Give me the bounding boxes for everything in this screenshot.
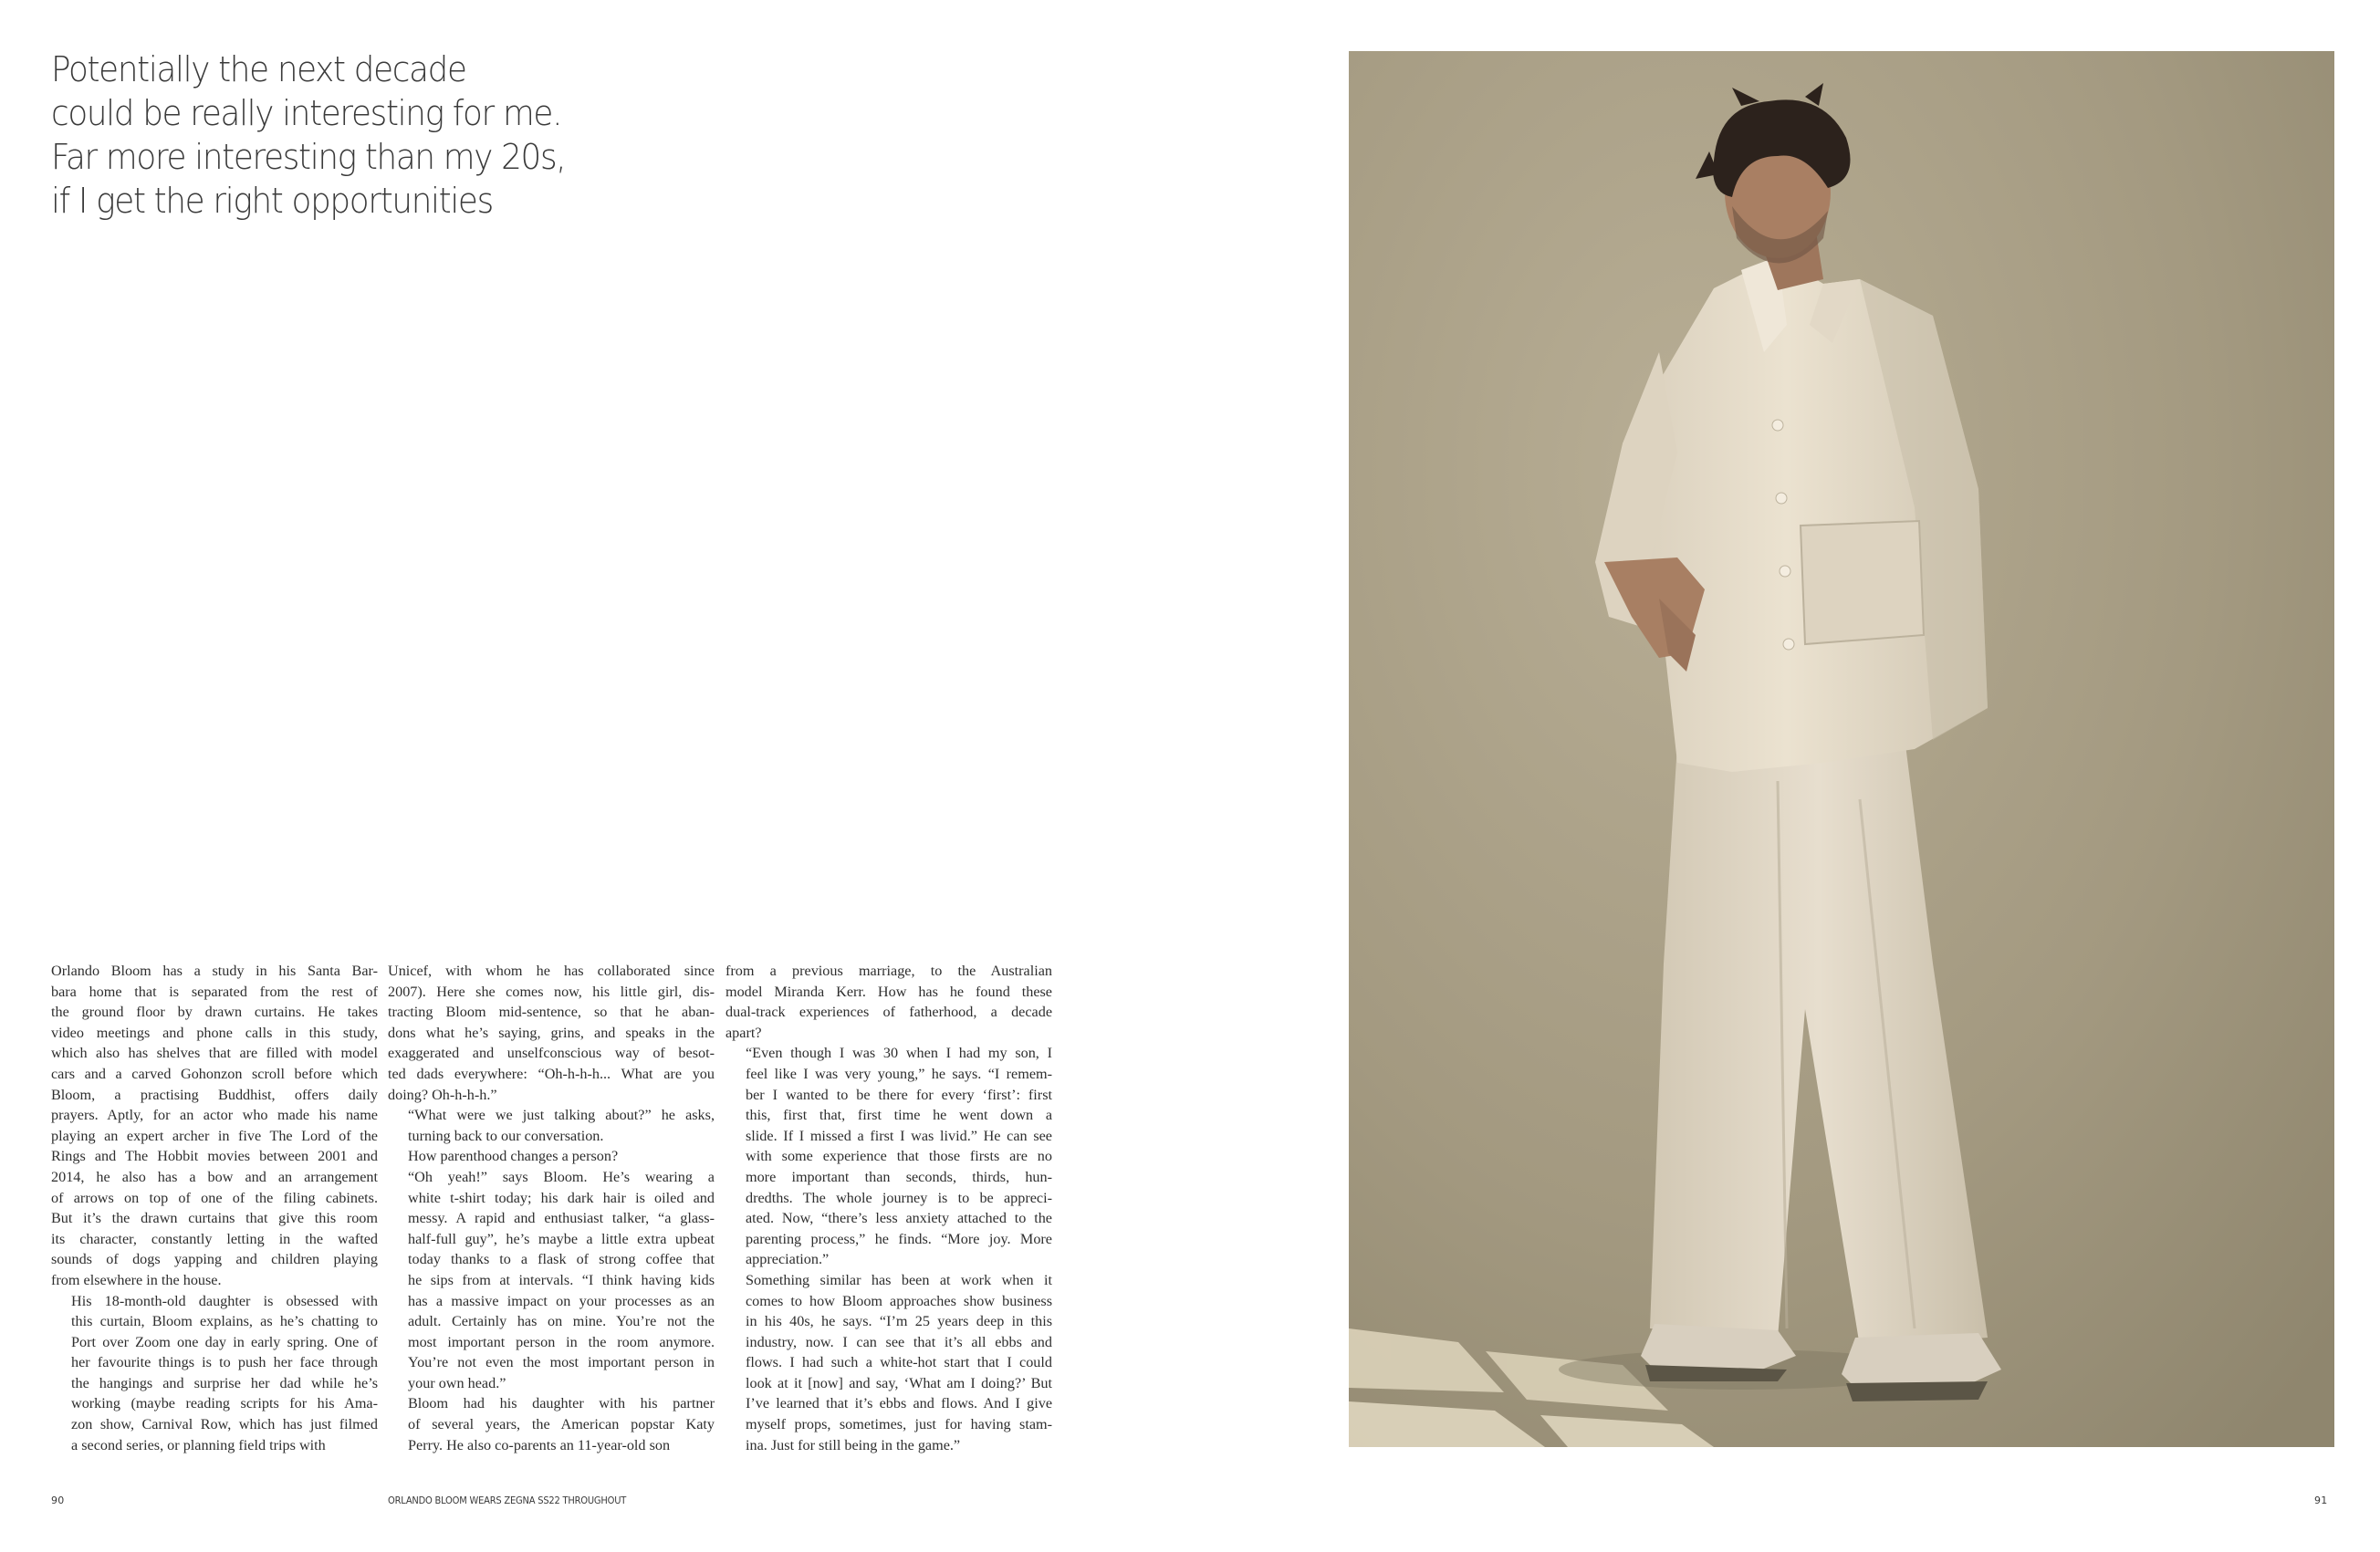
text-line: flows. I had such a white-hot start that I could (746, 1354, 1052, 1371)
text-line: look at it [now] and say, ‘What am I doing?’ But (746, 1374, 1052, 1391)
text-line: bara home that is separated from the rest of (51, 983, 378, 1000)
article-paragraph (388, 1167, 715, 1394)
text-line: Bloom, a practising Buddhist, offers daily (51, 1086, 378, 1103)
text-line: But it’s the drawn curtains that give this room (51, 1210, 378, 1227)
text-line: Orlando Bloom has a study in his Santa Bar- (51, 963, 378, 979)
text-line: sounds of dogs yapping and children playing (51, 1251, 378, 1268)
text-line: her favourite things is to push her face through (71, 1354, 378, 1371)
portrait-illustration (1349, 51, 2334, 1447)
text-line: your own head.” (408, 1374, 506, 1391)
text-line: dual-track experiences of fatherhood, a decade (725, 1004, 1052, 1021)
page-number-left: 90 (51, 1495, 65, 1506)
text-line: from a previous marriage, to the Australian (725, 963, 1052, 979)
text-line: comes to how Bloom approaches show business (746, 1292, 1052, 1309)
text-line: 2007). Here she comes now, his little girl, dis- (388, 983, 715, 1000)
article-paragraph (388, 1393, 715, 1455)
article-paragraph (51, 1291, 378, 1456)
text-line: ated. Now, “there’s less anxiety attached to the (746, 1210, 1052, 1227)
text-line: from elsewhere in the house. (51, 1271, 222, 1288)
text-line: ted dads everywhere: “Oh-h-h-h... What are you (388, 1065, 715, 1082)
text-line: has a massive impact on your processes as an (408, 1292, 715, 1309)
text-line: of arrows on top of one of the filing cabinets. (51, 1189, 378, 1206)
article-paragraph (51, 961, 378, 1291)
text-line: ina. Just for still being in the game.” (746, 1436, 961, 1453)
text-line: with some experience that those firsts are no (746, 1148, 1052, 1165)
text-line: industry, now. I can see that it’s all ebbs and (746, 1333, 1052, 1350)
text-line: “Even though I was 30 when I had my son, I (746, 1045, 1052, 1062)
article-paragraph (725, 1043, 1052, 1270)
text-line: today thanks to a flask of strong coffee that (408, 1251, 715, 1268)
text-line: messy. A rapid and enthusiast talker, “a glass- (408, 1210, 715, 1227)
text-line: more important than seconds, thirds, hun- (746, 1168, 1052, 1185)
text-line: His 18-month-old daughter is obsessed with (71, 1292, 378, 1309)
text-line: a second series, or planning field trips with (71, 1436, 326, 1453)
text-line: Port over Zoom one day in early spring. One of (71, 1333, 378, 1350)
text-line: model Miranda Kerr. How has he found these (725, 983, 1052, 1000)
article-column-3 (725, 961, 1052, 1455)
text-line: parenting process,” he finds. “More joy. More (746, 1230, 1052, 1247)
text-line: cars and a carved Gohonzon scroll before which (51, 1065, 378, 1082)
text-line: dons what he’s saying, grins, and speaks in the (388, 1024, 715, 1041)
text-line: half-full guy”, he’s maybe a little extra upbeat (408, 1230, 715, 1247)
text-line: Bloom had his daughter with his partner (408, 1395, 715, 1412)
text-line: of several years, the American popstar Katy (408, 1416, 715, 1433)
text-line: this curtain, Bloom explains, as he’s chatting to (71, 1313, 378, 1330)
text-line: I’ve learned that it’s ebbs and flows. And I give (746, 1395, 1052, 1412)
text-line: Perry. He also co-parents an 11-year-old son (408, 1436, 671, 1453)
text-line: Unicef, with whom he has collaborated since (388, 963, 715, 979)
pull-quote (51, 47, 600, 223)
text-line: You’re not even the most important person in (408, 1354, 715, 1371)
text-line: this, first that, first time he went down a (746, 1107, 1052, 1124)
article-column-1 (51, 961, 378, 1455)
pull-quote-line: Far more interesting than my 20s, (51, 137, 566, 177)
text-line: doing? Oh-h-h-h.” (388, 1086, 497, 1103)
text-line: tracting Bloom mid-sentence, so that he aban- (388, 1004, 715, 1021)
text-line: apart? (725, 1024, 762, 1041)
text-line: white t-shirt today; his dark hair is oiled and (408, 1189, 715, 1206)
text-line: exaggerated and unselfconscious way of besot- (388, 1045, 715, 1062)
text-line: most important person in the room anymore. (408, 1333, 715, 1350)
pull-quote-line: if I get the right opportunities (51, 181, 493, 221)
text-line: video meetings and phone calls in this study, (51, 1024, 378, 1041)
text-line: slide. If I missed a first I was livid.” He can see (746, 1127, 1052, 1144)
article-paragraph (388, 1105, 715, 1146)
text-line: “What were we just talking about?” he asks, (408, 1107, 715, 1124)
text-line: turning back to our conversation. (408, 1127, 604, 1144)
text-line: How parenthood changes a person? (408, 1148, 619, 1165)
article-column-2 (388, 961, 715, 1455)
text-line: appreciation.” (746, 1251, 830, 1268)
text-line: Something similar has been at work when it (746, 1271, 1052, 1288)
text-line: playing an expert archer in five The Lord of the (51, 1127, 378, 1144)
page-number-right: 91 (2314, 1495, 2328, 1506)
article-paragraph (725, 1270, 1052, 1455)
text-line: the hangings and surprise her dad while he’s (71, 1374, 378, 1391)
pull-quote-line: could be really interesting for me. (51, 93, 562, 133)
text-line: dredths. The whole journey is to be appreci- (746, 1189, 1052, 1206)
text-line: myself props, sometimes, just for having stam- (746, 1416, 1052, 1433)
pull-quote-line: Potentially the next decade (51, 49, 466, 89)
text-line: in his 40s, he says. “I’m 25 years deep in this (746, 1313, 1052, 1330)
text-line: prayers. Aptly, for an actor who made his name (51, 1107, 378, 1124)
text-line: feel like I was very young,” he says. “I remem- (746, 1065, 1052, 1082)
text-line: 2014, he also has a bow and an arrangement (51, 1168, 378, 1185)
text-line: working (maybe reading scripts for his Ama- (71, 1395, 378, 1412)
text-line: the ground floor by drawn curtains. He takes (51, 1004, 378, 1021)
text-line: zon show, Carnival Row, which has just filmed (71, 1416, 378, 1433)
text-line: he sips from at intervals. “I think having kids (408, 1271, 715, 1288)
article-paragraph (388, 1146, 715, 1167)
text-line: adult. Certainly has on mine. You’re not the (408, 1313, 715, 1330)
text-line: which also has shelves that are filled with model (51, 1045, 378, 1062)
article-paragraph (725, 961, 1052, 1043)
text-line: its character, constantly letting in the wafted (51, 1230, 378, 1247)
fashion-credit: ORLANDO BLOOM WEARS ZEGNA SS22 THROUGHOUT (388, 1495, 627, 1506)
text-line: ber I wanted to be there for every ‘first’: first (746, 1086, 1052, 1103)
text-line: Rings and The Hobbit movies between 2001 and (51, 1148, 378, 1165)
article-paragraph (388, 961, 715, 1105)
portrait-photo (1349, 51, 2334, 1447)
text-line: “Oh yeah!” says Bloom. He’s wearing a (408, 1168, 715, 1185)
